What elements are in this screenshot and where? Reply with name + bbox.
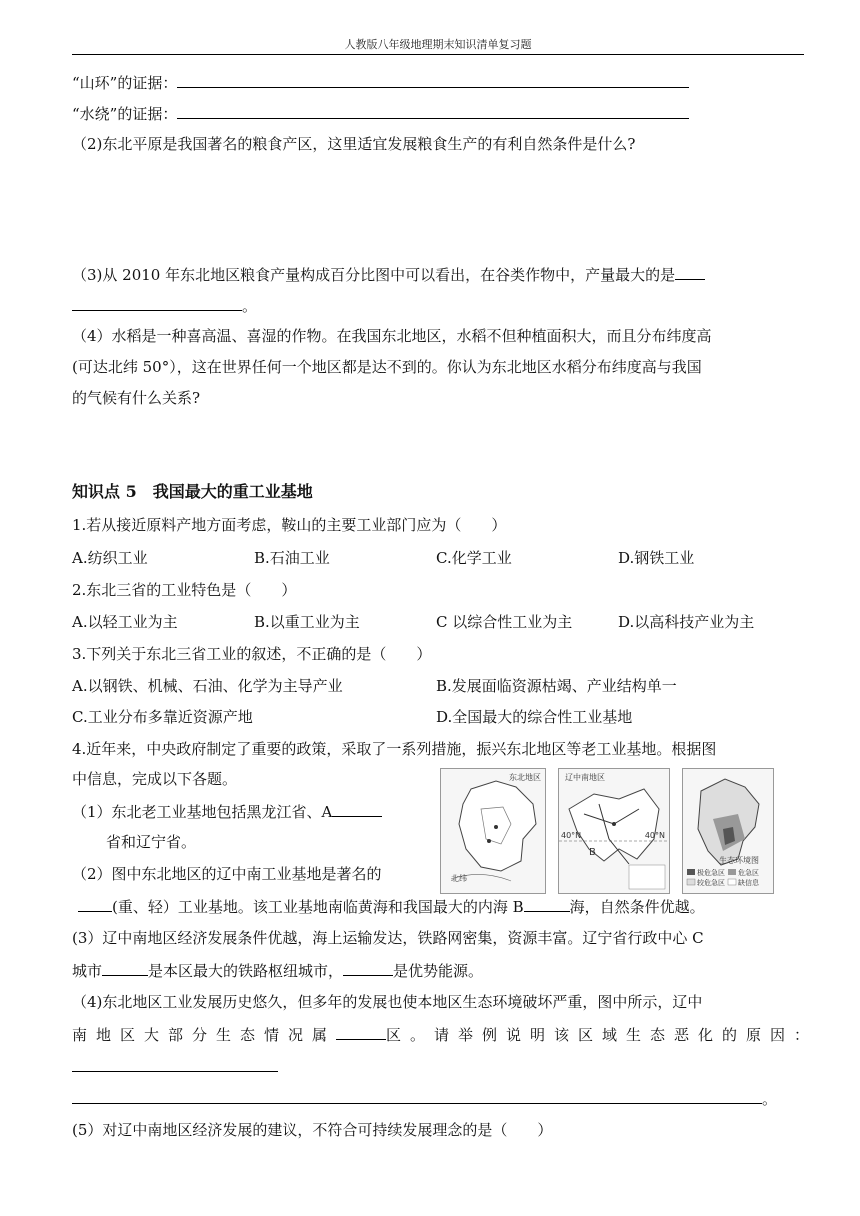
answer-blank[interactable] <box>72 295 242 311</box>
legend-critical: 危急区 <box>738 869 759 877</box>
answer-blank[interactable] <box>332 801 382 817</box>
map-figure <box>440 768 772 892</box>
shuirao-line <box>72 103 689 124</box>
mc-3-option-c[interactable]: C.工业分布多靠近资源产地 <box>72 708 253 726</box>
question-3-text: （3)从 2010 年东北地区粮食产量构成百分比图中可以看出，在谷类作物中，产量最大的是 <box>72 266 676 284</box>
liaozhongnan-map-caption: 辽中南地区 <box>565 773 605 782</box>
answer-blank[interactable] <box>102 960 148 976</box>
question-3-line1 <box>72 264 705 285</box>
q4-part1-line2: 省和辽宁省。 <box>106 833 197 851</box>
q4-part5: (5）对辽中南地区经济发展的建议，不符合可持续发展理念的是（ ） <box>72 1121 553 1139</box>
q4-part3-text1: 城市 <box>72 962 103 980</box>
period: 。 <box>762 1090 778 1108</box>
q4-part4-text2: 区。请举例说明该区域生态恶化的原因： <box>386 1026 819 1044</box>
q4-part3-text3: 是优势能源。 <box>393 962 484 980</box>
q4-intro-line2: 中信息，完成以下各题。 <box>72 770 238 788</box>
page-header: 人教版八年级地理期末知识清单复习题 <box>72 36 804 55</box>
mc-1-option-a[interactable]: A.纺织工业 <box>72 549 148 567</box>
answer-blank[interactable] <box>675 264 705 280</box>
mc-2-option-b[interactable]: B.以重工业为主 <box>254 613 360 631</box>
northeast-map <box>440 768 546 894</box>
answer-blank[interactable] <box>78 896 112 912</box>
answer-blank[interactable] <box>343 960 393 976</box>
q4-part4-line2 <box>72 1024 819 1045</box>
q4-part3-text2: 是本区最大的铁路枢纽城市， <box>148 962 344 980</box>
q4-part1-line1 <box>72 801 382 822</box>
question-2: （2)东北平原是我国著名的粮食产区，这里适宜发展粮食生产的有利自然条件是什么? <box>72 135 636 153</box>
q4-part4-line4 <box>72 1088 777 1109</box>
mc-1-option-b[interactable]: B.石油工业 <box>254 549 330 567</box>
answer-blank[interactable] <box>524 896 570 912</box>
q4-part4-line3 <box>72 1056 278 1077</box>
q4-part2-line2 <box>78 896 705 917</box>
q4-part2-text: (重、轻）工业基地。该工业基地南临黄海和我国最大的内海 B <box>112 898 524 916</box>
answer-blank[interactable] <box>72 1056 278 1072</box>
question-4-line2: (可达北纬 50°），这在世界任何一个地区都是达不到的。你认为东北地区水稻分布纬度高与我国 <box>72 358 702 376</box>
question-3-line2 <box>72 295 257 316</box>
q4-part1-text: （1）东北老工业基地包括黑龙江省、A <box>72 803 333 821</box>
northeast-map-bottom-label: 北纬 <box>451 874 467 883</box>
mc-3-stem: 3.下列关于东北三省工业的叙述，不正确的是（ ） <box>72 645 432 663</box>
legend-extreme: 极危急区 <box>697 869 725 877</box>
shuirao-label: “水绕”的证据： <box>72 105 178 123</box>
answer-blank[interactable] <box>177 72 689 88</box>
q4-part4-justified <box>72 1024 819 1045</box>
period: 。 <box>242 297 258 315</box>
mc-3-option-d[interactable]: D.全国最大的综合性工业基地 <box>436 708 633 726</box>
q4-part4-line1: （4)东北地区工业发展历史悠久，但多年的发展也使本地区生态环境破坏严重，图中所示，辽中 <box>72 993 703 1011</box>
mc-1-option-d[interactable]: D.钢铁工业 <box>618 549 695 567</box>
mc-1-stem: 1.若从接近原料产地方面考虑，鞍山的主要工业部门应为（ ） <box>72 516 507 534</box>
mc-2-option-d[interactable]: D.以高科技产业为主 <box>618 613 755 631</box>
answer-blank[interactable] <box>72 1088 762 1104</box>
mc-2-option-c[interactable]: C 以综合性工业为主 <box>436 613 573 631</box>
shanhuan-label: “山环”的证据： <box>72 74 178 92</box>
liaozhongnan-map <box>558 768 670 894</box>
legend-no-info: 缺信息 <box>738 879 759 887</box>
answer-blank[interactable] <box>177 103 689 119</box>
section-title: 知识点 5 我国最大的重工业基地 <box>72 482 313 501</box>
mc-1-option-c[interactable]: C.化学工业 <box>436 549 512 567</box>
q4-part4-text1: 南地区大部分生态情况属 <box>72 1026 337 1044</box>
q4-part3-line2 <box>72 960 483 981</box>
mc-3-option-a[interactable]: A.以钢铁、机械、石油、化学为主导产业 <box>72 677 343 695</box>
mc-3-option-b[interactable]: B.发展面临资源枯竭、产业结构单一 <box>436 677 677 695</box>
northeast-map-caption: 东北地区 <box>509 773 541 782</box>
ecology-map-caption: 生态环境图 <box>719 856 759 865</box>
ecology-map <box>682 768 774 894</box>
mc-2-option-a[interactable]: A.以轻工业为主 <box>72 613 178 631</box>
latitude-label-right: 40°N <box>644 831 665 840</box>
question-4-line1: （4）水稻是一种喜高温、喜湿的作物。在我国东北地区，水稻不但种植面积大，而且分布纬度高 <box>72 327 712 345</box>
shanhuan-line <box>72 72 689 93</box>
q4-part2-line1: （2）图中东北地区的辽中南工业基地是著名的 <box>72 865 382 883</box>
legend-less-critical: 较危急区 <box>697 879 725 887</box>
latitude-label-left: 40°N <box>561 831 582 840</box>
answer-blank[interactable] <box>336 1024 386 1040</box>
q4-intro-line1: 4.近年来，中央政府制定了重要的政策，采取了一系列措施，振兴东北地区等老工业基地。根据图 <box>72 740 717 758</box>
q4-part3-line1: (3）辽中南地区经济发展条件优越，海上运输发达，铁路网密集，资源丰富。辽宁省行政中心 C <box>72 929 704 947</box>
mc-2-stem: 2.东北三省的工业特色是（ ） <box>72 581 297 599</box>
question-4-line3: 的气候有什么关系? <box>72 389 201 407</box>
q4-part2-text2: 海，自然条件优越。 <box>569 898 705 916</box>
sea-b-label: B <box>589 847 596 858</box>
